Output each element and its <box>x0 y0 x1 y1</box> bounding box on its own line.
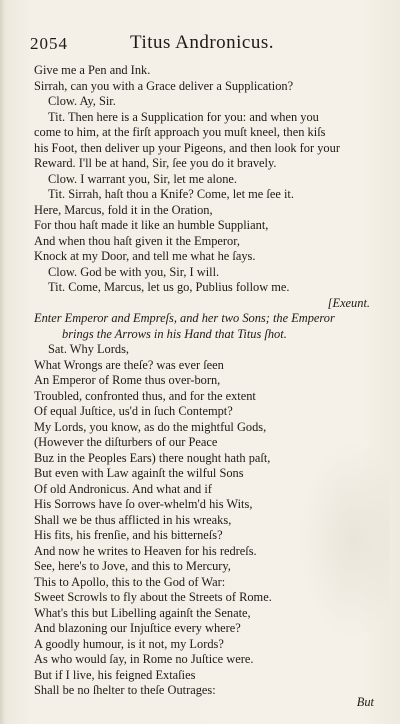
verse-line: Sweet Scrowls to fly about the Streets of Rome. <box>34 590 272 604</box>
verse-line: A goodly humour, is it not, my Lords? <box>34 636 224 651</box>
speech-line: Tit. Sirrah, haſt thou a Knife? Come, let me ſee it. <box>48 187 294 201</box>
verse-line: But if I live, his feigned Extaſies <box>34 667 196 682</box>
verse-line: Shall we be thus afflicted in his wreaks, <box>34 512 232 527</box>
verse-line: Shall be no ſhelter to theſe Outrages: <box>34 683 216 697</box>
text-line: Here, Marcus, fold it in the Oration, <box>34 202 213 217</box>
running-title: Titus Andronicus. <box>130 32 274 53</box>
speech-line: Tit. Come, Marcus, let us go, Publius follow me. <box>48 280 290 294</box>
speech-line: Tit. Then here is a Supplication for you: and when you <box>48 109 319 124</box>
verse-line: His Sorrows have ſo over-whelm'd his Wits, <box>34 497 253 511</box>
verse-line: An Emperor of Rome thus over-born, <box>34 373 221 387</box>
catchword: But <box>356 695 374 709</box>
text-line: his Foot, then deliver up your Pigeons, and then look for your <box>34 140 340 155</box>
text-line: Sirrah, can you with a Grace deliver a Supplication? <box>34 78 294 93</box>
page-header <box>30 30 375 56</box>
speech-line: Clow. Ay, Sir. <box>48 94 116 108</box>
stage-direction: Enter Emperor and Empreſs, and her two Sons; the Emperor <box>34 311 335 325</box>
verse-line: What Wrongs are theſe? was ever ſeen <box>34 357 224 372</box>
speech-line: Clow. God be with you, Sir, I will. <box>48 264 220 279</box>
verse-line: His fits, his frenſie, and his bitterneſs? <box>34 528 223 542</box>
speech-line: Sat. Why Lords, <box>48 342 129 356</box>
verse-line: As who would ſay, in Rome no Juſtice were. <box>34 652 254 666</box>
verse-line: And blazoning our Injuſtice every where? <box>34 621 241 635</box>
verse-line: This to Apollo, this to the God of War: <box>34 574 226 589</box>
verse-line: See, here's to Jove, and this to Mercury, <box>34 559 231 573</box>
text-line: come to him, at the firſt approach you muſt kneel, then kiſs <box>34 125 326 139</box>
verse-line: Of equal Juſtice, us'd in ſuch Contempt? <box>34 404 233 418</box>
text-line: Knock at my Door, and tell me what he ſays. <box>34 249 256 263</box>
verse-line: Of old Andronicus. And what and if <box>34 481 212 496</box>
verse-line: Troubled, confronted thus, and for the extent <box>34 388 256 403</box>
play-text <box>34 63 376 699</box>
stage-direction-exeunt: [Exeunt. <box>327 295 370 310</box>
verse-line: My Lords, you know, as do the mightful Gods, <box>34 419 267 434</box>
verse-line: Buz in the Peoples Ears) there nought hath paſt, <box>34 450 271 465</box>
text-line: Give me a Pen and Ink. <box>34 63 151 77</box>
page-number: 2054 <box>30 34 68 53</box>
text-line: Reward. I'll be at hand, Sir, ſee you do it bravely. <box>34 156 277 170</box>
stage-direction: brings the Arrows in his Hand that Titus ſhot. <box>62 326 287 341</box>
text-line: And when thou haſt given it the Emperor, <box>34 233 240 248</box>
text-line: For thou haſt made it like an humble Suppliant, <box>34 218 269 232</box>
page-gutter <box>0 0 6 724</box>
verse-line: What's this but Libelling againſt the Senate, <box>34 605 251 620</box>
verse-line: But even with Law againſt the wilful Sons <box>34 466 244 480</box>
verse-line: And now he writes to Heaven for his redreſs. <box>34 543 257 558</box>
verse-line: (However the diſturbers of our Peace <box>34 435 218 449</box>
speech-line: Clow. I warrant you, Sir, let me alone. <box>48 171 237 186</box>
